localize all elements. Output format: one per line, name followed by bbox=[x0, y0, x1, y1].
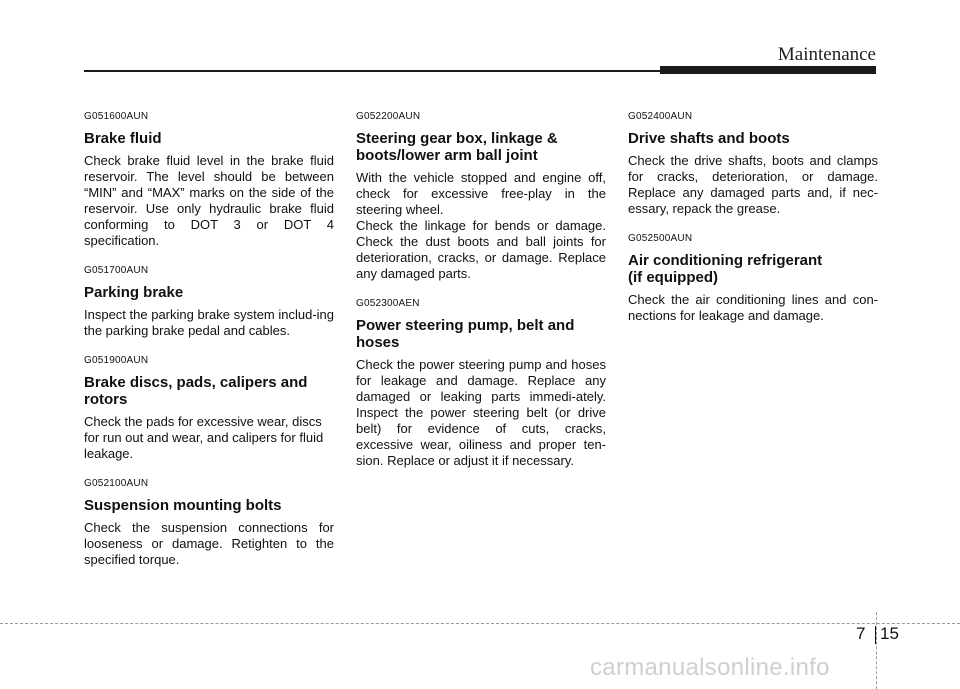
page-edge-dashed-line bbox=[876, 612, 877, 689]
footer-dashed-rule bbox=[0, 623, 960, 624]
section-body: Check the power steering pump and hoses for leakage and damage. Replace any damaged or leaking parts immedi-ately. Inspect the power steering belt (or drive belt) for evidence of cuts, cracks, excessive wear, oiliness and proper ten-sion. Replace or adjust it if necessary. bbox=[356, 357, 606, 468]
section-body: Check the pads for excessive wear, discs for run out and wear, and calipers for fluid leakage. bbox=[84, 414, 324, 461]
column-3 bbox=[628, 111, 878, 340]
section-title: Brake discs, pads, calipers and rotors bbox=[84, 374, 308, 408]
section-suspension bbox=[84, 478, 334, 568]
page-number-divider bbox=[875, 626, 876, 644]
section-title: Suspension mounting bolts bbox=[84, 497, 282, 514]
column-1 bbox=[84, 111, 334, 584]
page-number: 15 bbox=[880, 624, 899, 643]
header-rule bbox=[84, 70, 664, 72]
section-power-steering bbox=[356, 298, 606, 469]
section-title: Air conditioning refrigerant (if equipped) bbox=[628, 252, 823, 286]
header-rule-accent bbox=[660, 66, 876, 74]
section-title: Power steering pump, belt and hoses bbox=[356, 317, 575, 351]
section-title: Steering gear box, linkage & boots/lower arm ball joint bbox=[356, 130, 558, 164]
section-code: G052400AUN bbox=[628, 111, 693, 122]
section-code: G052500AUN bbox=[628, 233, 693, 244]
section-body: Check the suspension connections for looseness or damage. Retighten to the specified torque. bbox=[84, 520, 334, 567]
section-code: G052300AEN bbox=[356, 298, 420, 309]
section-code: G051700AUN bbox=[84, 265, 149, 276]
section-air-conditioning bbox=[628, 233, 878, 324]
section-body-continued: Check the linkage for bends or damage. Check the dust boots and ball joints for deterioration, cracks, or damage. Replace any damaged parts. bbox=[356, 218, 606, 281]
section-title: Brake fluid bbox=[84, 130, 162, 147]
section-drive-shafts bbox=[628, 111, 878, 217]
section-body: Inspect the parking brake system includ-ing the parking brake pedal and cables. bbox=[84, 307, 335, 338]
section-brake-fluid bbox=[84, 111, 334, 249]
chapter-number: 7 bbox=[856, 624, 866, 643]
section-body: Check the drive shafts, boots and clamps for cracks, deterioration, or damage. Replace any damaged parts and, if nec-essary, repack the grease. bbox=[628, 153, 878, 216]
section-title: Parking brake bbox=[84, 284, 184, 301]
section-code: G052200AUN bbox=[356, 111, 421, 122]
column-2 bbox=[356, 111, 606, 485]
section-body: Check brake fluid level in the brake fluid reservoir. The level should be between “MIN” and “MAX” marks on the side of the reservoir. Use only hydraulic brake fluid conforming to DOT 3 or DOT 4 specification. bbox=[84, 153, 334, 248]
header-title: Maintenance bbox=[777, 44, 876, 65]
section-title: Drive shafts and boots bbox=[628, 130, 790, 147]
watermark: carmanualsonline.info bbox=[590, 654, 830, 681]
section-code: G051900AUN bbox=[84, 355, 149, 366]
section-steering-gear bbox=[356, 111, 606, 282]
section-brake-discs bbox=[84, 355, 334, 462]
section-code: G052100AUN bbox=[84, 478, 149, 489]
section-parking-brake bbox=[84, 265, 334, 339]
section-code: G051600AUN bbox=[84, 111, 149, 122]
section-body: With the vehicle stopped and engine off, check for excessive free-play in the steering wheel. bbox=[356, 170, 606, 217]
section-body: Check the air conditioning lines and con-nections for leakage and damage. bbox=[628, 292, 878, 323]
